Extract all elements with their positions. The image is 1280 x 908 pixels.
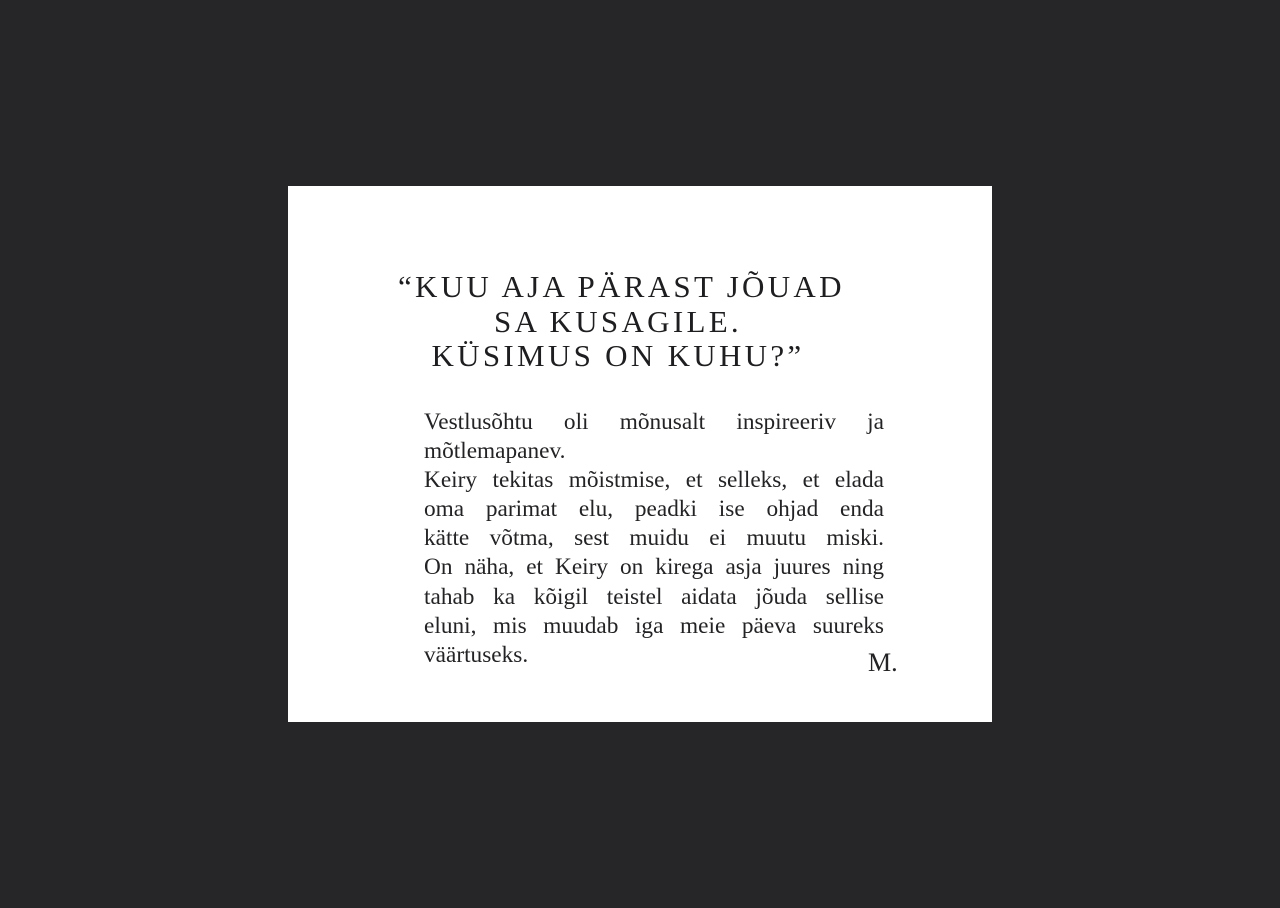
headline-line: SA KUSAGILE. (493, 303, 742, 339)
body-line: väärtuseks. (424, 641, 529, 668)
headline-line: KÜSIMUS ON KUHU?” (431, 338, 805, 373)
body-line: Keiry tekitas mõistmise, et selleks, et elada (424, 467, 884, 494)
quote-headline (398, 269, 845, 374)
testimonial-body (424, 408, 884, 670)
body-line: On näha, et Keiry on kirega asja juures ning (424, 554, 884, 581)
signature: M. (868, 648, 898, 677)
headline-line: “KUU AJA PÄRAST JÕUAD (398, 269, 845, 304)
body-line: tahab ka kõigil teistel aidata jõuda sellise (424, 583, 884, 610)
body-line: Vestlusõhtu oli mõnusalt inspireeriv ja (424, 409, 884, 435)
body-line: kätte võtma, sest muidu ei muutu miski. (424, 525, 884, 552)
body-line: oma parimat elu, peadki ise ohjad enda (424, 496, 884, 523)
testimonial-card (288, 186, 992, 722)
body-line: mõtlemapanev. (424, 438, 566, 465)
body-line: eluni, mis muudab iga meie päeva suureks (424, 612, 884, 639)
